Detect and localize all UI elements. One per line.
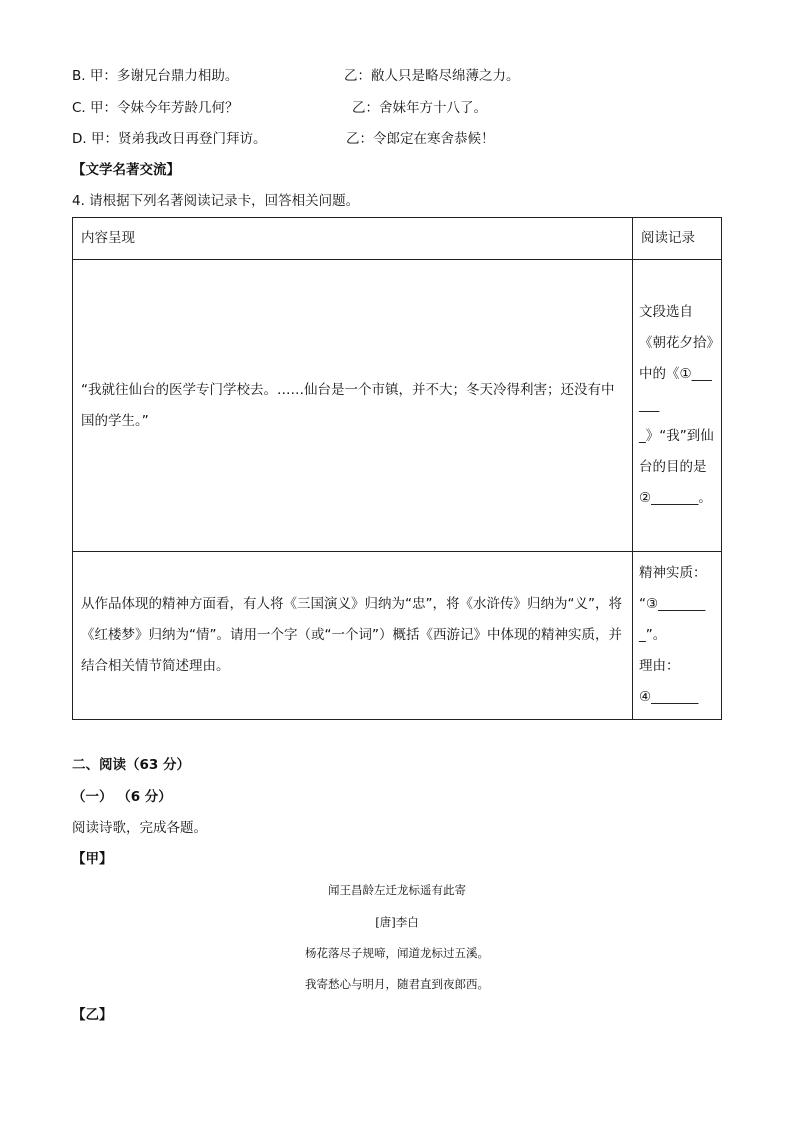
instruction: 阅读诗歌，完成各题。 bbox=[72, 820, 207, 836]
option-c-yi: 乙：舍妹年方十八了。 bbox=[352, 100, 487, 116]
row2-record-line: “③_______ bbox=[639, 596, 706, 612]
option-c-jia: C. 甲：令妹今年芳龄几何？ bbox=[72, 100, 239, 116]
poem-a-line2: 我寄愁心与明月，随君直到夜郎西。 bbox=[305, 977, 489, 991]
part2-heading: 二、阅读（63 分） bbox=[72, 757, 190, 773]
option-b-jia: B. 甲：多谢兄台鼎力相助。 bbox=[72, 68, 239, 84]
row2-record-line: 精神实质： bbox=[639, 565, 707, 581]
poem-a-label: 【甲】 bbox=[72, 851, 113, 867]
option-b-yi: 乙：敝人只是略尽绵薄之力。 bbox=[344, 68, 520, 84]
row2-record-line: 理由： bbox=[639, 658, 680, 674]
option-d-jia: D. 甲：贤弟我改日再登门拜访。 bbox=[72, 131, 267, 147]
poem-a-author: [唐]李白 bbox=[375, 915, 419, 929]
row1-content: “我就往仙台的医学专门学校去。……仙台是一个市镇，并不大；冬天冷得利害；还没有中国的学生。” bbox=[73, 260, 633, 552]
reading-record-table bbox=[72, 217, 722, 720]
poem-a-line1: 杨花落尽子规啼，闻道龙标过五溪。 bbox=[305, 946, 489, 960]
row2-content: 从作品体现的精神方面看，有人将《三国演义》归纳为“忠”，将《水浒传》归纳为“义”，将《红楼梦》归纳为“情”。请用一个字（或“一个词”）概括《西游记》中体现的精神实质，并结合相关情节简述理由。 bbox=[73, 552, 633, 720]
row2-record-line: _”。 bbox=[639, 627, 667, 643]
sub-heading: （一） （6 分） bbox=[72, 789, 172, 805]
row2-record bbox=[633, 552, 722, 720]
option-d-yi: 乙：令郎定在寒舍恭候！ bbox=[346, 131, 495, 147]
row1-record: 文段选自《朝花夕拾》中的《①_______》“我”到仙台的目的是②_______。 bbox=[633, 260, 722, 552]
header-record: 阅读记录 bbox=[633, 218, 722, 260]
poem-b-label: 【乙】 bbox=[72, 1007, 113, 1023]
table-row bbox=[73, 552, 722, 720]
row2-record-line: ④_______ bbox=[639, 689, 699, 705]
header-content: 内容呈现 bbox=[73, 218, 633, 260]
poem-a-title: 闻王昌龄左迁龙标遥有此寄 bbox=[328, 883, 466, 897]
question-4: 4. 请根据下列名著阅读记录卡，回答相关问题。 bbox=[72, 193, 360, 209]
table-row bbox=[73, 260, 722, 552]
table-header-row bbox=[73, 218, 722, 260]
section-heading: 【文学名著交流】 bbox=[72, 162, 180, 178]
